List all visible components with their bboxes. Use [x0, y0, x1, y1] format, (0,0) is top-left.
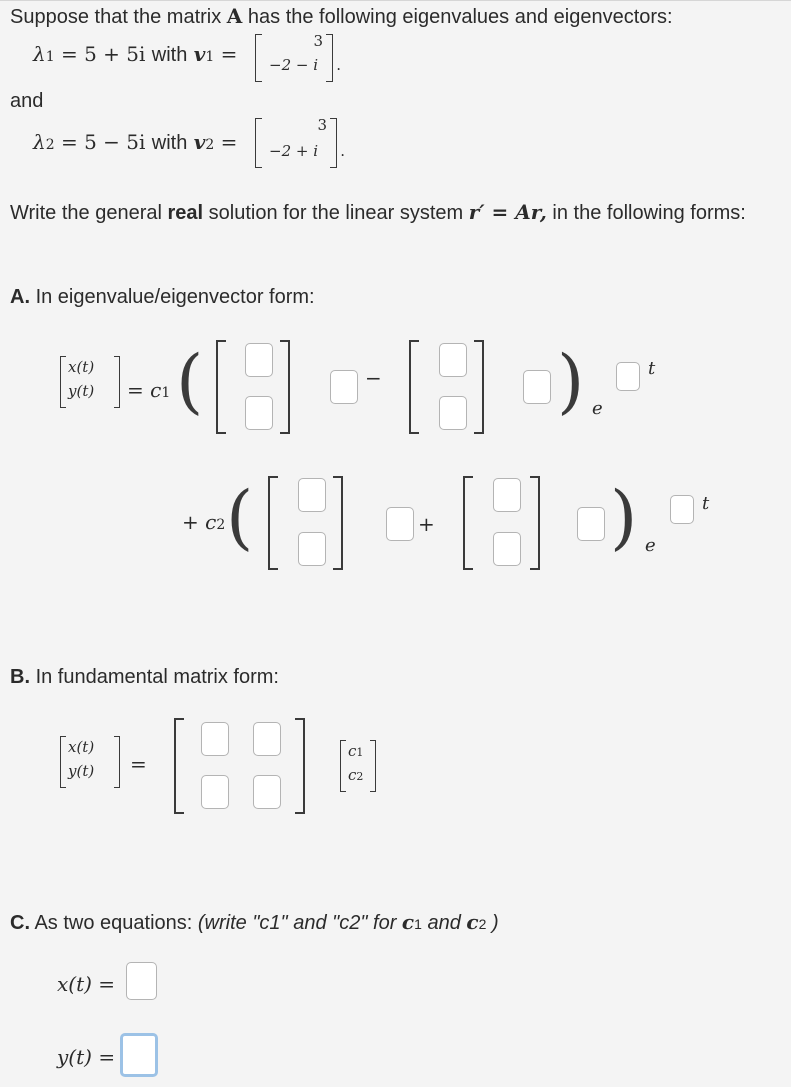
a1-trig1-input[interactable]	[330, 370, 358, 404]
eigenvector-1: 3 −2 − i .	[249, 34, 341, 82]
left-bracket-b	[174, 718, 184, 814]
b-matrix-21-input[interactable]	[201, 775, 229, 809]
part-b-label: B. In fundamental matrix form:	[10, 666, 279, 688]
plus-c2: + c2	[182, 510, 226, 534]
x-equation-label: x(t) =	[57, 972, 116, 996]
right-bracket-a1a	[280, 340, 290, 434]
intro-line	[10, 4, 673, 29]
part-c-label: C. As two equations: (write "c1" and "c2" for c1 and c2 )	[10, 910, 499, 934]
a1-vec1-bottom-input[interactable]	[245, 396, 273, 430]
a2-exponent-input[interactable]	[670, 495, 694, 524]
right-bracket-a2a	[333, 476, 343, 570]
intro-text-end: has the following eigenvalues and eigenvectors:	[247, 6, 673, 28]
left-bracket-a2b	[463, 476, 473, 570]
left-bracket-a2a	[268, 476, 278, 570]
a2-vec1-bottom-input[interactable]	[298, 532, 326, 566]
equals-b: =	[130, 752, 147, 776]
eigenvalue-1: λ1 = 5 + 5i with v1 =	[33, 42, 238, 66]
a2-vec2-bottom-input[interactable]	[493, 532, 521, 566]
a2-trig1-input[interactable]	[386, 507, 414, 541]
a1-exponent-input[interactable]	[616, 362, 640, 391]
right-paren-a2: )	[610, 476, 638, 558]
a2-trig2-input[interactable]	[577, 507, 605, 541]
left-paren-a2: (	[226, 476, 254, 558]
x-equation-input[interactable]	[126, 962, 157, 1000]
intro-text: Suppose that the matrix	[10, 6, 222, 28]
plus-sign: +	[418, 512, 435, 536]
e-symbol-a1: e	[592, 398, 603, 419]
e-symbol-a2: e	[645, 535, 656, 556]
right-bracket-b	[295, 718, 305, 814]
y-equation-input[interactable]	[120, 1033, 158, 1077]
left-paren-a1: (	[176, 340, 204, 422]
eigenvector-2: 3 −2 + i .	[249, 118, 345, 168]
part-a-label: A. In eigenvalue/eigenvector form:	[10, 286, 315, 308]
c1-entry: c1	[348, 742, 364, 760]
b-matrix-22-input[interactable]	[253, 775, 281, 809]
t-symbol-a2: t	[702, 493, 710, 514]
vector-v-symbol: v	[193, 42, 206, 66]
a2-vec1-top-input[interactable]	[298, 478, 326, 512]
c2-entry: c2	[348, 766, 364, 784]
matrix-symbol: A	[226, 4, 243, 28]
minus-sign: −	[365, 366, 382, 390]
eigenvalue-2: λ2 = 5 − 5i with v2 =	[33, 130, 238, 154]
left-bracket-a1b	[409, 340, 419, 434]
right-paren-a1: )	[557, 340, 585, 422]
system-equation: r′ = Ar,	[468, 200, 547, 224]
top-divider	[0, 0, 791, 1]
and-label: and	[10, 90, 44, 112]
prompt-line: Write the general real solution for the linear system r′ = Ar, in the following forms:	[10, 200, 746, 224]
left-bracket-a1a	[216, 340, 226, 434]
a1-vec2-top-input[interactable]	[439, 343, 467, 377]
a1-vec2-bottom-input[interactable]	[439, 396, 467, 430]
b-matrix-11-input[interactable]	[201, 722, 229, 756]
equals-c1: = c1	[127, 378, 171, 402]
a2-vec2-top-input[interactable]	[493, 478, 521, 512]
right-bracket-a2b	[530, 476, 540, 570]
right-bracket-a1b	[474, 340, 484, 434]
a1-vec1-top-input[interactable]	[245, 343, 273, 377]
b-matrix-12-input[interactable]	[253, 722, 281, 756]
t-symbol-a1: t	[648, 358, 656, 379]
c-vector-b	[340, 740, 376, 792]
y-equation-label: y(t) =	[57, 1045, 116, 1069]
xy-vector-b: x(t) y(t)	[60, 736, 120, 788]
xy-vector-a: x(t) y(t)	[60, 356, 120, 408]
a1-trig2-input[interactable]	[523, 370, 551, 404]
